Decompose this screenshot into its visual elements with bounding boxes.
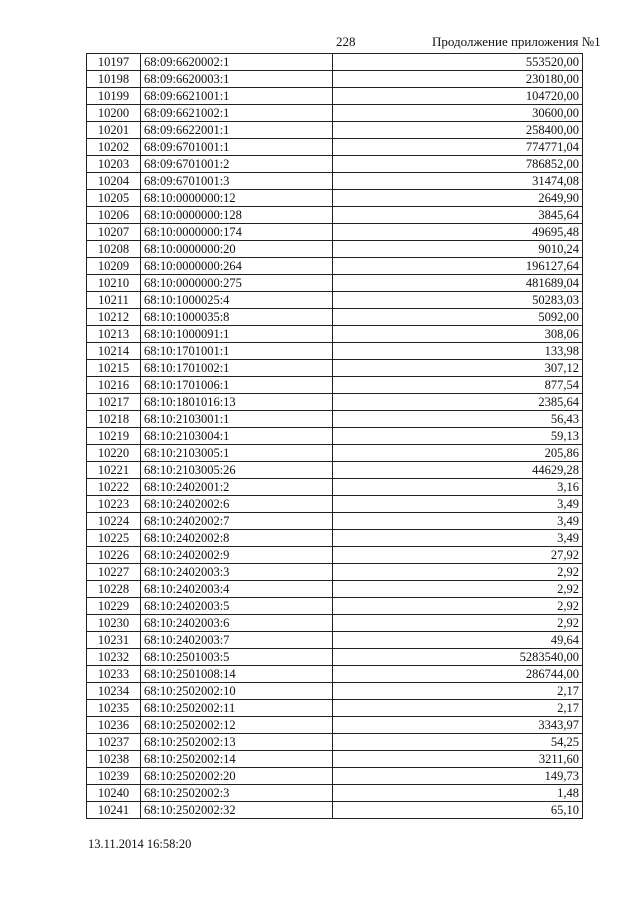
table-row <box>87 224 583 241</box>
value-cell: 65,10 <box>333 802 583 819</box>
value-cell: 104720,00 <box>333 88 583 105</box>
value-cell: 59,13 <box>333 428 583 445</box>
cadastral-number-cell: 68:10:0000000:128 <box>141 207 333 224</box>
value-cell: 2385,64 <box>333 394 583 411</box>
cadastral-number-cell: 68:10:2502002:12 <box>141 717 333 734</box>
table-row <box>87 241 583 258</box>
table-row <box>87 496 583 513</box>
value-cell: 2649,90 <box>333 190 583 207</box>
row-number-cell: 10223 <box>87 496 141 513</box>
table-row <box>87 632 583 649</box>
row-number-cell: 10241 <box>87 802 141 819</box>
cadastral-number-cell: 68:09:6701001:1 <box>141 139 333 156</box>
row-number-cell: 10227 <box>87 564 141 581</box>
row-number-cell: 10236 <box>87 717 141 734</box>
cadastral-number-cell: 68:10:0000000:275 <box>141 275 333 292</box>
row-number-cell: 10220 <box>87 445 141 462</box>
row-number-cell: 10197 <box>87 54 141 71</box>
row-number-cell: 10228 <box>87 581 141 598</box>
cadastral-number-cell: 68:10:1701006:1 <box>141 377 333 394</box>
cadastral-number-cell: 68:10:1801016:13 <box>141 394 333 411</box>
value-cell: 133,98 <box>333 343 583 360</box>
table-row <box>87 598 583 615</box>
row-number-cell: 10229 <box>87 598 141 615</box>
value-cell: 196127,64 <box>333 258 583 275</box>
value-cell: 50283,03 <box>333 292 583 309</box>
cadastral-number-cell: 68:10:0000000:20 <box>141 241 333 258</box>
value-cell: 149,73 <box>333 768 583 785</box>
value-cell: 774771,04 <box>333 139 583 156</box>
table-row <box>87 751 583 768</box>
row-number-cell: 10226 <box>87 547 141 564</box>
cadastral-number-cell: 68:10:2502002:32 <box>141 802 333 819</box>
value-cell: 31474,08 <box>333 173 583 190</box>
table-row <box>87 394 583 411</box>
value-cell: 2,17 <box>333 700 583 717</box>
page-number: 228 <box>336 34 356 49</box>
table-body <box>87 54 583 819</box>
table-row <box>87 530 583 547</box>
row-number-cell: 10221 <box>87 462 141 479</box>
value-cell: 30600,00 <box>333 105 583 122</box>
row-number-cell: 10211 <box>87 292 141 309</box>
value-cell: 3,49 <box>333 496 583 513</box>
row-number-cell: 10210 <box>87 275 141 292</box>
cadastral-number-cell: 68:10:1701002:1 <box>141 360 333 377</box>
table-row <box>87 649 583 666</box>
table-row <box>87 275 583 292</box>
value-cell: 2,17 <box>333 683 583 700</box>
value-cell: 2,92 <box>333 581 583 598</box>
table-row <box>87 258 583 275</box>
value-cell: 2,92 <box>333 564 583 581</box>
value-cell: 54,25 <box>333 734 583 751</box>
row-number-cell: 10239 <box>87 768 141 785</box>
cadastral-number-cell: 68:09:6621001:1 <box>141 88 333 105</box>
value-cell: 307,12 <box>333 360 583 377</box>
row-number-cell: 10198 <box>87 71 141 88</box>
table-row <box>87 581 583 598</box>
table-row <box>87 445 583 462</box>
table-row <box>87 564 583 581</box>
value-cell: 308,06 <box>333 326 583 343</box>
cadastral-table <box>86 53 583 819</box>
table-row <box>87 156 583 173</box>
table-row <box>87 207 583 224</box>
cadastral-number-cell: 68:09:6621002:1 <box>141 105 333 122</box>
table-row <box>87 105 583 122</box>
cadastral-number-cell: 68:10:2502002:3 <box>141 785 333 802</box>
value-cell: 877,54 <box>333 377 583 394</box>
value-cell: 3,49 <box>333 513 583 530</box>
table-row <box>87 513 583 530</box>
cadastral-number-cell: 68:09:6620003:1 <box>141 71 333 88</box>
cadastral-number-cell: 68:10:2402001:2 <box>141 479 333 496</box>
table-row <box>87 462 583 479</box>
cadastral-number-cell: 68:10:1701001:1 <box>141 343 333 360</box>
row-number-cell: 10214 <box>87 343 141 360</box>
table-row <box>87 139 583 156</box>
cadastral-number-cell: 68:10:2402003:6 <box>141 615 333 632</box>
value-cell: 5283540,00 <box>333 649 583 666</box>
value-cell: 205,86 <box>333 445 583 462</box>
table-row <box>87 479 583 496</box>
cadastral-number-cell: 68:10:2402002:9 <box>141 547 333 564</box>
value-cell: 3343,97 <box>333 717 583 734</box>
value-cell: 44629,28 <box>333 462 583 479</box>
table-row <box>87 768 583 785</box>
row-number-cell: 10230 <box>87 615 141 632</box>
row-number-cell: 10224 <box>87 513 141 530</box>
cadastral-number-cell: 68:09:6622001:1 <box>141 122 333 139</box>
cadastral-number-cell: 68:10:2402002:6 <box>141 496 333 513</box>
value-cell: 3845,64 <box>333 207 583 224</box>
table-row <box>87 785 583 802</box>
cadastral-number-cell: 68:10:2502002:13 <box>141 734 333 751</box>
cadastral-number-cell: 68:10:2402002:8 <box>141 530 333 547</box>
value-cell: 56,43 <box>333 411 583 428</box>
row-number-cell: 10218 <box>87 411 141 428</box>
row-number-cell: 10207 <box>87 224 141 241</box>
cadastral-number-cell: 68:10:2402003:5 <box>141 598 333 615</box>
cadastral-number-cell: 68:10:2501008:14 <box>141 666 333 683</box>
cadastral-number-cell: 68:10:2502002:10 <box>141 683 333 700</box>
cadastral-number-cell: 68:09:6701001:2 <box>141 156 333 173</box>
continuation-label: Продолжение приложения №1 <box>432 34 601 49</box>
cadastral-number-cell: 68:10:2402003:4 <box>141 581 333 598</box>
table-row <box>87 54 583 71</box>
cadastral-number-cell: 68:10:2501003:5 <box>141 649 333 666</box>
row-number-cell: 10232 <box>87 649 141 666</box>
value-cell: 27,92 <box>333 547 583 564</box>
row-number-cell: 10233 <box>87 666 141 683</box>
table-row <box>87 360 583 377</box>
row-number-cell: 10209 <box>87 258 141 275</box>
table-row <box>87 683 583 700</box>
cadastral-number-cell: 68:10:2502002:14 <box>141 751 333 768</box>
table-row <box>87 547 583 564</box>
row-number-cell: 10212 <box>87 309 141 326</box>
row-number-cell: 10216 <box>87 377 141 394</box>
table-row <box>87 122 583 139</box>
row-number-cell: 10222 <box>87 479 141 496</box>
print-timestamp: 13.11.2014 16:58:20 <box>88 837 192 851</box>
table-row <box>87 173 583 190</box>
cadastral-number-cell: 68:10:2103001:1 <box>141 411 333 428</box>
cadastral-number-cell: 68:10:1000091:1 <box>141 326 333 343</box>
row-number-cell: 10234 <box>87 683 141 700</box>
table-row <box>87 88 583 105</box>
row-number-cell: 10203 <box>87 156 141 173</box>
value-cell: 9010,24 <box>333 241 583 258</box>
table-row <box>87 326 583 343</box>
table-row <box>87 700 583 717</box>
table-row <box>87 411 583 428</box>
table-row <box>87 377 583 394</box>
row-number-cell: 10225 <box>87 530 141 547</box>
value-cell: 3211,60 <box>333 751 583 768</box>
value-cell: 286744,00 <box>333 666 583 683</box>
row-number-cell: 10205 <box>87 190 141 207</box>
cadastral-number-cell: 68:10:2402002:7 <box>141 513 333 530</box>
row-number-cell: 10206 <box>87 207 141 224</box>
row-number-cell: 10201 <box>87 122 141 139</box>
value-cell: 2,92 <box>333 615 583 632</box>
cadastral-number-cell: 68:10:0000000:12 <box>141 190 333 207</box>
table-row <box>87 615 583 632</box>
value-cell: 49695,48 <box>333 224 583 241</box>
row-number-cell: 10235 <box>87 700 141 717</box>
row-number-cell: 10213 <box>87 326 141 343</box>
cadastral-number-cell: 68:10:2402003:7 <box>141 632 333 649</box>
value-cell: 258400,00 <box>333 122 583 139</box>
cadastral-number-cell: 68:10:2402003:3 <box>141 564 333 581</box>
value-cell: 3,49 <box>333 530 583 547</box>
cadastral-number-cell: 68:10:2103004:1 <box>141 428 333 445</box>
row-number-cell: 10231 <box>87 632 141 649</box>
value-cell: 230180,00 <box>333 71 583 88</box>
row-number-cell: 10240 <box>87 785 141 802</box>
row-number-cell: 10199 <box>87 88 141 105</box>
row-number-cell: 10237 <box>87 734 141 751</box>
cadastral-number-cell: 68:10:1000035:8 <box>141 309 333 326</box>
value-cell: 2,92 <box>333 598 583 615</box>
table-row <box>87 428 583 445</box>
cadastral-number-cell: 68:09:6620002:1 <box>141 54 333 71</box>
cadastral-number-cell: 68:10:2103005:26 <box>141 462 333 479</box>
row-number-cell: 10217 <box>87 394 141 411</box>
table-row <box>87 190 583 207</box>
row-number-cell: 10238 <box>87 751 141 768</box>
cadastral-number-cell: 68:09:6701001:3 <box>141 173 333 190</box>
value-cell: 49,64 <box>333 632 583 649</box>
table-row <box>87 309 583 326</box>
table-row <box>87 292 583 309</box>
cadastral-number-cell: 68:10:2103005:1 <box>141 445 333 462</box>
row-number-cell: 10200 <box>87 105 141 122</box>
row-number-cell: 10202 <box>87 139 141 156</box>
value-cell: 5092,00 <box>333 309 583 326</box>
value-cell: 481689,04 <box>333 275 583 292</box>
value-cell: 1,48 <box>333 785 583 802</box>
cadastral-number-cell: 68:10:2502002:20 <box>141 768 333 785</box>
table-row <box>87 666 583 683</box>
table-row <box>87 71 583 88</box>
row-number-cell: 10215 <box>87 360 141 377</box>
cadastral-number-cell: 68:10:0000000:264 <box>141 258 333 275</box>
value-cell: 553520,00 <box>333 54 583 71</box>
table-row <box>87 734 583 751</box>
table-row <box>87 802 583 819</box>
table-row <box>87 343 583 360</box>
cadastral-number-cell: 68:10:2502002:11 <box>141 700 333 717</box>
row-number-cell: 10204 <box>87 173 141 190</box>
cadastral-number-cell: 68:10:1000025:4 <box>141 292 333 309</box>
value-cell: 3,16 <box>333 479 583 496</box>
table-row <box>87 717 583 734</box>
cadastral-number-cell: 68:10:0000000:174 <box>141 224 333 241</box>
value-cell: 786852,00 <box>333 156 583 173</box>
row-number-cell: 10208 <box>87 241 141 258</box>
row-number-cell: 10219 <box>87 428 141 445</box>
